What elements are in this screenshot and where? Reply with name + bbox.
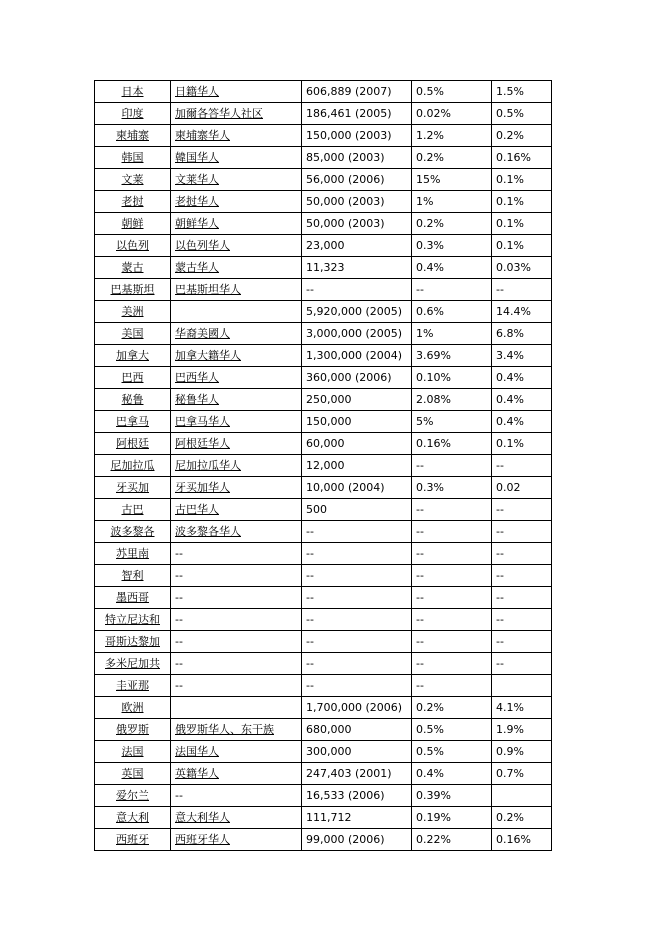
country-link[interactable]: 秘鲁	[121, 393, 144, 406]
overseas-percent-cell: 1.9%	[492, 719, 552, 741]
local-percent-cell: 0.4%	[412, 763, 492, 785]
community-link[interactable]: 牙买加华人	[175, 481, 230, 494]
community-cell[interactable]	[171, 499, 302, 521]
population-cell: 3,000,000 (2005)	[302, 323, 412, 345]
country-cell[interactable]	[95, 411, 171, 433]
community-link[interactable]: 柬埔寨华人	[175, 129, 230, 142]
table-row	[95, 653, 552, 675]
country-cell[interactable]	[95, 565, 171, 587]
overseas-percent-cell: 0.2%	[492, 807, 552, 829]
country-cell[interactable]	[95, 433, 171, 455]
community-cell[interactable]	[171, 235, 302, 257]
overseas-percent-cell: 0.7%	[492, 763, 552, 785]
country-cell[interactable]	[95, 477, 171, 499]
local-percent-cell: 5%	[412, 411, 492, 433]
overseas-percent-cell: --	[492, 565, 552, 587]
local-percent-cell: 0.4%	[412, 257, 492, 279]
country-cell[interactable]	[95, 587, 171, 609]
country-cell[interactable]	[95, 257, 171, 279]
community-cell[interactable]	[171, 521, 302, 543]
community-cell[interactable]	[171, 477, 302, 499]
community-cell: --	[171, 565, 302, 587]
table-row	[95, 279, 552, 301]
population-cell: 250,000	[302, 389, 412, 411]
country-cell[interactable]	[95, 785, 171, 807]
population-cell: 85,000 (2003)	[302, 147, 412, 169]
local-percent-cell: 0.19%	[412, 807, 492, 829]
community-cell[interactable]	[171, 345, 302, 367]
local-percent-cell: 1%	[412, 323, 492, 345]
overseas-percent-cell: --	[492, 543, 552, 565]
population-cell: 99,000 (2006)	[302, 829, 412, 851]
community-cell[interactable]	[171, 367, 302, 389]
country-link[interactable]: 西班牙	[116, 833, 149, 846]
overseas-percent-cell: 1.5%	[492, 81, 552, 103]
country-cell[interactable]	[95, 631, 171, 653]
country-link[interactable]: 巴拿马	[116, 415, 149, 428]
community-cell[interactable]	[171, 191, 302, 213]
overseas-percent-cell: 0.16%	[492, 147, 552, 169]
country-link[interactable]: 巴西	[121, 371, 144, 384]
country-cell[interactable]	[95, 763, 171, 785]
population-cell: 12,000	[302, 455, 412, 477]
table-row	[95, 631, 552, 653]
country-cell[interactable]	[95, 675, 171, 697]
table-row	[95, 587, 552, 609]
overseas-percent-cell: 6.8%	[492, 323, 552, 345]
population-cell: 16,533 (2006)	[302, 785, 412, 807]
population-cell: 50,000 (2003)	[302, 213, 412, 235]
table-row	[95, 433, 552, 455]
community-cell: --	[171, 609, 302, 631]
local-percent-cell: 0.02%	[412, 103, 492, 125]
country-cell[interactable]	[95, 169, 171, 191]
population-cell: 680,000	[302, 719, 412, 741]
overseas-percent-cell: 0.4%	[492, 389, 552, 411]
country-cell[interactable]	[95, 235, 171, 257]
table-row	[95, 477, 552, 499]
local-percent-cell: 0.5%	[412, 81, 492, 103]
local-percent-cell: 0.2%	[412, 697, 492, 719]
country-link[interactable]: 哥斯达黎加	[105, 635, 160, 648]
table-row	[95, 367, 552, 389]
country-link[interactable]: 韩国	[121, 151, 144, 164]
country-link[interactable]: 蒙古	[121, 261, 144, 274]
table-row	[95, 763, 552, 785]
overseas-percent-cell: --	[492, 455, 552, 477]
country-cell[interactable]	[95, 279, 171, 301]
population-cell: --	[302, 631, 412, 653]
population-cell: --	[302, 587, 412, 609]
community-link[interactable]: 日籍华人	[175, 85, 219, 98]
country-link[interactable]: 牙买加	[116, 481, 149, 494]
population-cell: 500	[302, 499, 412, 521]
table-row	[95, 675, 552, 697]
overseas-percent-cell: 0.03%	[492, 257, 552, 279]
country-link[interactable]: 朝鲜	[121, 217, 144, 230]
local-percent-cell: --	[412, 565, 492, 587]
local-percent-cell: --	[412, 609, 492, 631]
population-cell: --	[302, 609, 412, 631]
country-cell[interactable]	[95, 719, 171, 741]
country-cell[interactable]	[95, 807, 171, 829]
population-table-body	[95, 81, 552, 851]
local-percent-cell: --	[412, 455, 492, 477]
local-percent-cell: --	[412, 499, 492, 521]
country-link[interactable]: 多米尼加共	[105, 657, 160, 670]
overseas-percent-cell: 0.4%	[492, 367, 552, 389]
country-cell[interactable]	[95, 323, 171, 345]
community-link[interactable]: 韓国华人	[175, 151, 219, 164]
local-percent-cell: 0.3%	[412, 235, 492, 257]
community-cell: --	[171, 675, 302, 697]
local-percent-cell: 0.16%	[412, 433, 492, 455]
local-percent-cell: --	[412, 543, 492, 565]
country-link[interactable]: 印度	[121, 107, 144, 120]
local-percent-cell: 15%	[412, 169, 492, 191]
table-row	[95, 499, 552, 521]
community-link[interactable]: 以色列华人	[175, 239, 230, 252]
country-link[interactable]: 法国	[121, 745, 144, 758]
country-link[interactable]: 意大利	[116, 811, 149, 824]
country-link[interactable]: 古巴	[121, 503, 144, 516]
country-cell[interactable]	[95, 345, 171, 367]
overseas-percent-cell: 0.2%	[492, 125, 552, 147]
overseas-percent-cell: 0.16%	[492, 829, 552, 851]
local-percent-cell: 0.39%	[412, 785, 492, 807]
local-percent-cell: --	[412, 653, 492, 675]
table-row	[95, 389, 552, 411]
local-percent-cell: --	[412, 631, 492, 653]
country-link[interactable]: 柬埔寨	[116, 129, 149, 142]
table-row	[95, 103, 552, 125]
overseas-percent-cell: --	[492, 499, 552, 521]
community-link[interactable]: 古巴华人	[175, 503, 219, 516]
country-link[interactable]: 英国	[121, 767, 144, 780]
country-link[interactable]: 欧洲	[121, 701, 144, 714]
country-cell[interactable]	[95, 367, 171, 389]
community-cell[interactable]	[171, 763, 302, 785]
table-row	[95, 125, 552, 147]
community-cell	[171, 697, 302, 719]
country-link[interactable]: 俄罗斯	[116, 723, 149, 736]
table-row	[95, 697, 552, 719]
country-link[interactable]: 墨西哥	[116, 591, 149, 604]
country-link[interactable]: 美洲	[121, 305, 144, 318]
community-link[interactable]: 加拿大籍华人	[175, 349, 241, 362]
community-cell[interactable]	[171, 103, 302, 125]
community-link[interactable]: 法国华人	[175, 745, 219, 758]
local-percent-cell: 3.69%	[412, 345, 492, 367]
table-row	[95, 213, 552, 235]
population-cell: --	[302, 565, 412, 587]
population-cell: 60,000	[302, 433, 412, 455]
table-row	[95, 807, 552, 829]
table-row	[95, 191, 552, 213]
community-link[interactable]: 秘鲁华人	[175, 393, 219, 406]
community-cell[interactable]	[171, 741, 302, 763]
local-percent-cell: 1%	[412, 191, 492, 213]
community-cell: --	[171, 785, 302, 807]
community-cell[interactable]	[171, 455, 302, 477]
local-percent-cell: 0.6%	[412, 301, 492, 323]
community-link[interactable]: 朝鲜华人	[175, 217, 219, 230]
population-cell: 150,000	[302, 411, 412, 433]
overseas-percent-cell: --	[492, 631, 552, 653]
local-percent-cell: 0.2%	[412, 213, 492, 235]
country-cell[interactable]	[95, 103, 171, 125]
population-cell: 50,000 (2003)	[302, 191, 412, 213]
table-row	[95, 301, 552, 323]
overseas-percent-cell: --	[492, 587, 552, 609]
country-link[interactable]: 巴基斯坦	[110, 283, 155, 296]
country-cell[interactable]	[95, 125, 171, 147]
community-cell[interactable]	[171, 389, 302, 411]
country-link[interactable]: 圭亚那	[116, 679, 149, 692]
local-percent-cell: 0.5%	[412, 741, 492, 763]
local-percent-cell: 1.2%	[412, 125, 492, 147]
country-link[interactable]: 文莱	[121, 173, 144, 186]
community-link[interactable]: 俄罗斯华人、东干族	[175, 723, 274, 736]
community-cell[interactable]	[171, 169, 302, 191]
population-cell: 247,403 (2001)	[302, 763, 412, 785]
overseas-percent-cell: --	[492, 279, 552, 301]
country-link[interactable]: 智利	[121, 569, 144, 582]
country-link[interactable]: 爱尔兰	[116, 789, 149, 802]
country-cell[interactable]	[95, 499, 171, 521]
community-link[interactable]: 西班牙华人	[175, 833, 230, 846]
community-cell[interactable]	[171, 147, 302, 169]
community-link[interactable]: 巴拿马华人	[175, 415, 230, 428]
country-cell[interactable]	[95, 609, 171, 631]
community-cell: --	[171, 631, 302, 653]
overseas-percent-cell: 0.1%	[492, 169, 552, 191]
table-row	[95, 81, 552, 103]
country-cell[interactable]	[95, 829, 171, 851]
population-cell: 150,000 (2003)	[302, 125, 412, 147]
community-cell[interactable]	[171, 81, 302, 103]
community-cell[interactable]	[171, 125, 302, 147]
community-cell: --	[171, 587, 302, 609]
community-cell[interactable]	[171, 323, 302, 345]
country-cell[interactable]	[95, 697, 171, 719]
overseas-percent-cell: 0.1%	[492, 191, 552, 213]
population-cell: 111,712	[302, 807, 412, 829]
community-link[interactable]: 蒙古华人	[175, 261, 219, 274]
country-link[interactable]: 苏里南	[116, 547, 149, 560]
table-row	[95, 147, 552, 169]
population-cell: 23,000	[302, 235, 412, 257]
community-cell[interactable]	[171, 279, 302, 301]
country-link[interactable]: 特立尼达和	[105, 613, 160, 626]
country-cell[interactable]	[95, 521, 171, 543]
overseas-percent-cell: 0.1%	[492, 433, 552, 455]
table-row	[95, 719, 552, 741]
population-table	[94, 80, 552, 851]
table-row	[95, 257, 552, 279]
country-cell[interactable]	[95, 301, 171, 323]
country-cell[interactable]	[95, 213, 171, 235]
community-cell	[171, 301, 302, 323]
table-row	[95, 741, 552, 763]
country-cell[interactable]	[95, 741, 171, 763]
country-link[interactable]: 尼加拉瓜	[110, 459, 155, 472]
overseas-percent-cell: 4.1%	[492, 697, 552, 719]
local-percent-cell: --	[412, 521, 492, 543]
table-row	[95, 785, 552, 807]
population-cell: --	[302, 675, 412, 697]
population-cell: 300,000	[302, 741, 412, 763]
community-link[interactable]: 加爾各答华人社区	[175, 107, 263, 120]
country-link[interactable]: 日本	[121, 85, 144, 98]
local-percent-cell: --	[412, 675, 492, 697]
population-cell: 186,461 (2005)	[302, 103, 412, 125]
country-cell[interactable]	[95, 147, 171, 169]
table-row	[95, 411, 552, 433]
overseas-percent-cell: 0.02	[492, 477, 552, 499]
country-link[interactable]: 加拿大	[116, 349, 149, 362]
community-link[interactable]: 巴基斯坦华人	[175, 283, 241, 296]
community-cell: --	[171, 653, 302, 675]
community-cell[interactable]	[171, 213, 302, 235]
country-cell[interactable]	[95, 81, 171, 103]
community-link[interactable]: 阿根廷华人	[175, 437, 230, 450]
overseas-percent-cell	[492, 785, 552, 807]
community-link[interactable]: 文莱华人	[175, 173, 219, 186]
country-link[interactable]: 阿根廷	[116, 437, 149, 450]
local-percent-cell: 0.2%	[412, 147, 492, 169]
population-cell: 5,920,000 (2005)	[302, 301, 412, 323]
population-cell: --	[302, 521, 412, 543]
community-cell[interactable]	[171, 411, 302, 433]
country-link[interactable]: 波多黎各	[110, 525, 155, 538]
table-row	[95, 169, 552, 191]
table-row	[95, 323, 552, 345]
local-percent-cell: 2.08%	[412, 389, 492, 411]
population-cell: 56,000 (2006)	[302, 169, 412, 191]
community-cell[interactable]	[171, 719, 302, 741]
table-row	[95, 609, 552, 631]
population-cell: 360,000 (2006)	[302, 367, 412, 389]
country-link[interactable]: 老挝	[121, 195, 144, 208]
population-cell: 606,889 (2007)	[302, 81, 412, 103]
overseas-percent-cell: 3.4%	[492, 345, 552, 367]
country-link[interactable]: 美国	[121, 327, 144, 340]
table-row	[95, 565, 552, 587]
country-cell[interactable]	[95, 389, 171, 411]
country-cell[interactable]	[95, 455, 171, 477]
overseas-percent-cell: --	[492, 653, 552, 675]
local-percent-cell: 0.10%	[412, 367, 492, 389]
table-row	[95, 345, 552, 367]
overseas-percent-cell: 0.9%	[492, 741, 552, 763]
country-link[interactable]: 以色列	[116, 239, 149, 252]
community-link[interactable]: 尼加拉瓜华人	[175, 459, 241, 472]
overseas-percent-cell: 0.5%	[492, 103, 552, 125]
table-row	[95, 455, 552, 477]
community-link[interactable]: 巴西华人	[175, 371, 219, 384]
population-cell: --	[302, 279, 412, 301]
community-link[interactable]: 意大利华人	[175, 811, 230, 824]
overseas-percent-cell	[492, 675, 552, 697]
community-cell: --	[171, 543, 302, 565]
overseas-percent-cell: 14.4%	[492, 301, 552, 323]
community-link[interactable]: 老挝华人	[175, 195, 219, 208]
overseas-percent-cell: 0.1%	[492, 235, 552, 257]
population-cell: 1,700,000 (2006)	[302, 697, 412, 719]
community-cell[interactable]	[171, 257, 302, 279]
overseas-percent-cell: --	[492, 521, 552, 543]
local-percent-cell: --	[412, 279, 492, 301]
population-cell: --	[302, 543, 412, 565]
local-percent-cell: 0.3%	[412, 477, 492, 499]
local-percent-cell: 0.22%	[412, 829, 492, 851]
community-cell[interactable]	[171, 829, 302, 851]
country-cell[interactable]	[95, 653, 171, 675]
population-cell: --	[302, 653, 412, 675]
table-row	[95, 235, 552, 257]
population-cell: 11,323	[302, 257, 412, 279]
population-cell: 1,300,000 (2004)	[302, 345, 412, 367]
population-cell: 10,000 (2004)	[302, 477, 412, 499]
country-cell[interactable]	[95, 543, 171, 565]
local-percent-cell: --	[412, 587, 492, 609]
community-link[interactable]: 波多黎各华人	[175, 525, 241, 538]
table-row	[95, 521, 552, 543]
table-row	[95, 829, 552, 851]
country-cell[interactable]	[95, 191, 171, 213]
overseas-percent-cell: 0.1%	[492, 213, 552, 235]
community-link[interactable]: 英籍华人	[175, 767, 219, 780]
overseas-percent-cell: --	[492, 609, 552, 631]
overseas-percent-cell: 0.4%	[492, 411, 552, 433]
local-percent-cell: 0.5%	[412, 719, 492, 741]
community-cell[interactable]	[171, 807, 302, 829]
table-row	[95, 543, 552, 565]
community-cell[interactable]	[171, 433, 302, 455]
community-link[interactable]: 华裔美國人	[175, 327, 230, 340]
